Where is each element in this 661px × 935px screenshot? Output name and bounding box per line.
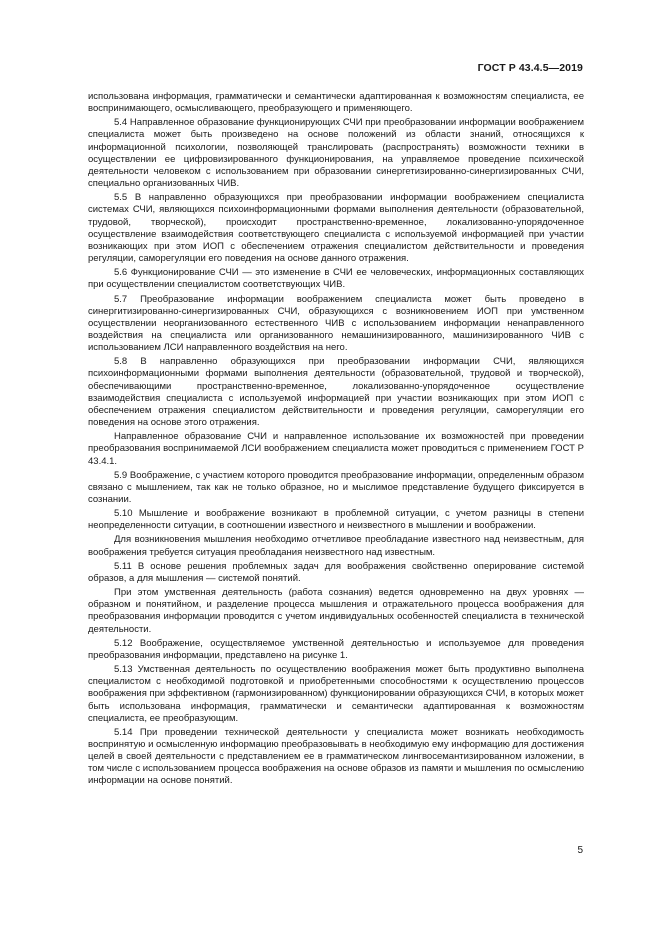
paragraph-5-10-note: Для возникновения мышления необходимо отчетливое преобладание известного над неизвестным, для воображения требуется ситуация преобладания неизвестного над известным. (88, 534, 584, 558)
paragraph-5-11-note: При этом умственная деятельность (работа сознания) ведется одновременно на двух уровнях — образном и понятийном, и разделение процесса мышления и отражательного процесса воображения для преобразования информации проводится с учетом индивидуальных особенностей специалиста в технической деятельности. (88, 587, 584, 635)
paragraph-5-13: 5.13 Умственная деятельность по осуществлению воображения может быть продуктивно выполнена специалистом с необходимой подготовкой и приобретенными способностями к осуществлению процессов воображения при эффективном (гармонизированном) функционировании образующихся СЧИ, в которых может быть использована информация, грамматически и семантически адаптированная к возможностям специалиста, ее преобразующим. (88, 664, 584, 724)
standard-code: ГОСТ Р 43.4.5—2019 (477, 62, 583, 74)
paragraph-5-7: 5.7 Преобразование информации воображением специалиста может быть проведено в синергитизированно-синергизированных СЧИ, образующихся с возникновением ИОП при умственном осуществлении неорганизованного естественного ЧИВ с использованием информации ненаправленного воздействия на специалиста или организованного немашинизированного, машинизированного ЧИВ с использованием ЛСИ направленного воздействия на него. (88, 293, 584, 354)
paragraph-5-6: 5.6 Функционирование СЧИ — это изменение в СЧИ ее человеческих, информационных составляющих при осуществлении специалистом соответствующих ЧИВ. (88, 267, 584, 291)
paragraph-5-11: 5.11 В основе решения проблемных задач для воображения свойственно оперирование системой образов, а для мышления — системой понятий. (88, 560, 584, 584)
paragraph-5-14: 5.14 При проведении технической деятельности у специалиста может возникать необходимость воспринятую и осмысленную информацию преобразовывать в необходимую ему информацию для достижения целей в своей деятельности с представлением ее в грамматическом лингвосемантизированном изложении, в том числе с использованием процесса воображения на основе образов из памяти и мышления по осмыслению информации на основе понятий. (88, 726, 584, 787)
paragraph-5-12: 5.12 Воображение, осуществляемое умственной деятельностью и используемое для проведения преобразования информации, представлено на рисунке 1. (88, 637, 584, 661)
paragraph-5-8-note: Направленное образование СЧИ и направленное использование их возможностей при проведении преобразования воспринимаемой ЛСИ воображением специалиста может проводиться с применением ГОСТ Р 43.4.1. (88, 431, 584, 467)
paragraph-continuation: использована информация, грамматически и семантически адаптированная к возможностям специалиста, ее воспринимающего, осмысливающего, преобразующего и применяющего. (88, 91, 584, 115)
page-number: 5 (577, 845, 583, 856)
paragraph-5-8: 5.8 В направленно образующихся при преобразовании информации СЧИ, являющихся психоинформационными формами выполнения деятельности (образовательной, трудовой и творческой), обеспечивающими пространственно-временное, локализованно-упорядоченное осуществление взаимодействия специалиста с используемой информацией при участии возникающих при этом ИОП с обеспечением отражения специалистом действительности и проведения регуляции, саморегуляции его поведения на основе этого отражения. (88, 356, 584, 429)
paragraph-5-10: 5.10 Мышление и воображение возникают в проблемной ситуации, с учетом разницы в степени неопределенности ситуации, в соотношении известного и неизвестного в мышлении и воображении. (88, 508, 584, 532)
document-header (478, 62, 583, 74)
paragraph-5-4: 5.4 Направленное образование функционирующих СЧИ при преобразовании информации воображением специалиста может быть произведено на основе положений из области знаний, относящихся к информационной психологии, позволяющей транслировать (распространять) возможности техники в осуществлении ее цифровизированного функционирования, на управляемое проведение психической деятельности человеком с использованием при образовании синергетизированно-синергизированных СЧИ, специально организованных ЧИВ. (88, 117, 584, 190)
paragraph-5-5: 5.5 В направленно образующихся при преобразовании информации воображением специалиста системах СЧИ, являющихся психоинформационными формами выполнения деятельности (образовательной, трудовой, творческой), происходит пространственно-временное, локализованно-упорядоченное осуществление взаимодействия соответствующего специалиста с используемой информацией при участии возникающих при этом ИОП с обеспечением отражения специалистом действительности и проведения регуляции, саморегуляции его поведения на основе данного отражения. (88, 192, 584, 265)
paragraph-5-9: 5.9 Воображение, с участием которого проводится преобразование информации, определенным образом связано с мышлением, так как не только образное, но и мыслимое представление будущего фиксируется в сознании. (88, 469, 584, 505)
document-body (88, 91, 584, 790)
